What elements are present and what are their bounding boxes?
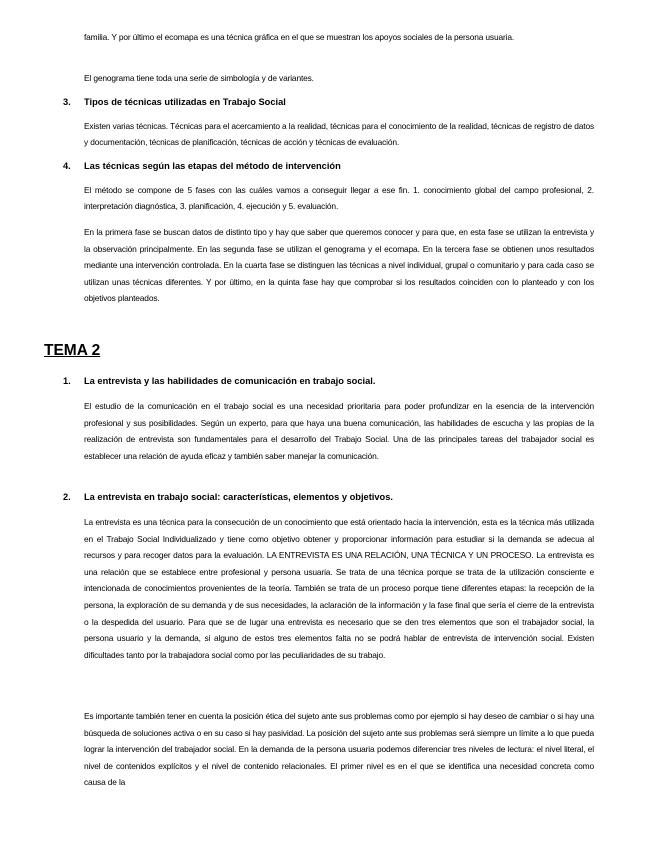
paragraph-text-b: La entrevista es una relación que se establece entre profesional y persona usuaria. Se trata de una técnica porque se trata de la utilización consciente e intencionada de conocimientos provenientes de la teoría. También se trata de un proceso porque tiene diferentes etapas: la recepción de la persona, la exploración de su demanda y de sus necesidades, la aclaración de la información y la fase final que sería el cierre de la entrevista o la despedida del usuario. Para que se de lugar una entrevista es necesario que se den tres elementos que son el trabajador social, la persona usuario y la demanda, si alguno de estos tres elementos falta no se podrá hablar de entrevista de intervención social. Existen dificultades tanto por la trabajadora social como por las peculiaridades de su trabajo. — [84, 550, 594, 660]
paragraph-caps-statement: LA ENTREVISTA ES UNA RELACIÓN, UNA TÉCNICA Y UN PROCESO. — [266, 550, 534, 561]
tema-section-2-paragraph-1 — [84, 514, 594, 663]
section-3-number: 3. — [63, 97, 71, 107]
intro-paragraph-1: familia. Y por último el ecomapa es una técnica gráfica en el que se muestran los apoyos sociales de la persona usuaria. — [84, 32, 515, 42]
section-4-paragraph-1: El método se compone de 5 fases con las cuáles vamos a conseguir llegar a ese fin. 1. conocimiento global del campo profesional, 2. interpretación diagnóstica, 3. planificación, 4. ejecución y 5. evaluación. — [84, 185, 594, 212]
tema-section-1-number: 1. — [63, 376, 71, 386]
intro-paragraph-2: El genograma tiene toda una serie de simbología y de variantes. — [84, 73, 314, 83]
tema-2-title: TEMA 2 — [44, 342, 101, 359]
tema-section-1-heading — [63, 375, 375, 388]
tema-section-1-title: La entrevista y las habilidades de comunicación en trabajo social. — [84, 376, 376, 386]
section-3-paragraph-1: Existen varias técnicas. Técnicas para el acercamiento a la realidad, técnicas para el conocimiento de la realidad, técnicas de registro de datos y documentación, técnicas de planificación, técnicas de acción y técnicas de evaluación. — [84, 121, 594, 148]
section-4-heading — [63, 160, 341, 173]
section-4-paragraph-2: En la primera fase se buscan datos de distinto tipo y hay que saber que queremos conocer y para que, en esta fase se utilizan la entrevista y la observación principalmente. En las segunda fase se utilizan el genograma y el ecomapa. En la tercera fase se obtienen unos resultados mediante una intervención controlada. En la cuarta fase se distinguen las técnicas a nivel individual, grupal o comunitario y para cada caso se utilizan unas técnicas diferentes. Y por último, en la quinta fase hay que comprobar si los resultados coinciden con lo planteado y con los objetivos planteados. — [84, 227, 594, 304]
paragraph-text-a: La entrevista es una técnica para la consecución de un conocimiento que está orientado hacia la intervención, esta es la técnica más utilizada en el Trabajo Social Individualizado y tiene como objetivo obtener y proporcionar información para estudiar si la demanda se adecua al recursos y para recoger datos para la evaluación. — [84, 517, 594, 561]
tema-section-2-title: La entrevista en trabajo social: características, elementos y objetivos. — [84, 492, 393, 502]
tema-section-2-paragraph-2: Es importante también tener en cuenta la posición ética del sujeto ante sus problemas como por ejemplo si hay deseo de cambiar o si hay una búsqueda de soluciones activa o en su caso si hay pasividad. La posición del sujeto ante sus problemas será siempre un límite a lo que pueda lograr la intervención del trabajador social. En la demanda de la persona usuaria podemos diferenciar tres niveles de lectura: el nivel literal, el nivel de contenidos explícitos y el nivel de contenido relacionales. El primer nivel es en el que se identifica una necesidad concreta como causa de la — [84, 711, 594, 788]
tema-section-2-number: 2. — [63, 492, 71, 502]
section-3-heading — [63, 96, 286, 109]
section-4-number: 4. — [63, 161, 71, 171]
tema-section-2-heading — [63, 491, 393, 504]
tema-section-1-paragraph-1: El estudio de la comunicación en el trabajo social es una necesidad prioritaria para poder profundizar en la esencia de la intervención profesional y sus posibilidades. Según un experto, para que haya una buena comunicación, las habilidades de escucha y las propias de la realización de entrevista son fundamentales para el desarrollo del Trabajo Social. Una de las principales tareas del trabajador social es establecer una relación de ayuda eficaz y también saber manejar la comunicación. — [84, 401, 594, 461]
section-3-title: Tipos de técnicas utilizadas en Trabajo Social — [84, 97, 286, 107]
section-4-title: Las técnicas según las etapas del método de intervención — [84, 161, 341, 171]
